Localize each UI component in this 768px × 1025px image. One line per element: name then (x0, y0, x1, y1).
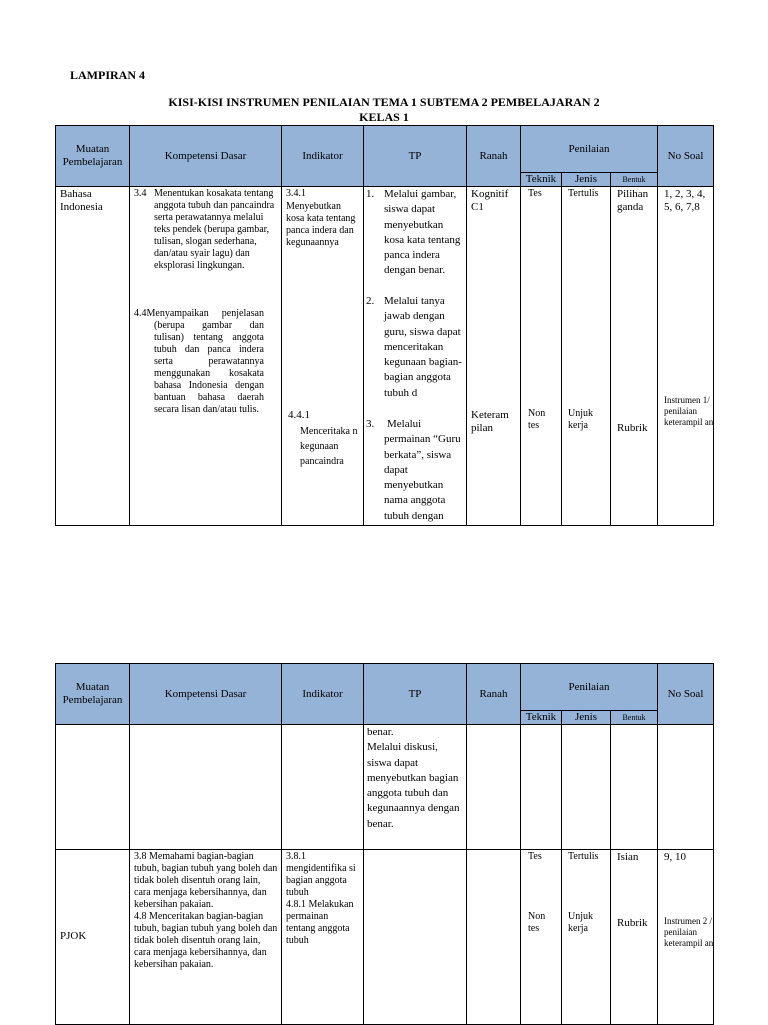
header-teknik: Teknik (521, 711, 562, 725)
indicator-text: Menceritaka n kegunaan pancaindra (300, 426, 358, 467)
header-jenis: Jenis (562, 173, 611, 187)
teknik-cell: Non tes (528, 408, 546, 431)
header-no-soal: No Soal (658, 126, 714, 187)
subject-cell: PJOK (60, 930, 87, 942)
tp-number: 1. (366, 188, 375, 200)
table-row (56, 187, 714, 526)
jenis-cell: Unjuk kerja (568, 408, 593, 431)
bentuk-cell: Pilihan ganda (617, 188, 649, 213)
bentuk-cell: Rubrik (617, 422, 648, 434)
tp-text: benar. Melalui diskusi, siswa dapat menyebutkan bagian anggota tubuh dan kegunaannya dengan benar. (367, 726, 460, 830)
header-penilaian: Penilaian (521, 126, 658, 173)
no-soal-cell: Instrumen 2 / penilaian keterampil an (664, 916, 714, 948)
teknik-cell: Non tes (528, 911, 546, 934)
header-penilaian: Penilaian (521, 664, 658, 711)
tp-text: Melalui permainan “Guru berkata”, siswa dapat menyebutkan nama anggota tubuh dengan (384, 418, 461, 522)
jenis-cell: Tertulis (568, 188, 599, 199)
assessment-grid-table-1 (55, 125, 714, 526)
teknik-cell: Tes (528, 188, 542, 199)
tp-text: Melalui gambar, siswa dapat menyebutkan kosa kata tentang panca indera dengan benar. (384, 188, 461, 277)
kd-text: Menentukan kosakata tentang anggota tubuh dan pancaindra serta perawatannya melalui teks pendek (berupa gambar, tulisan, slogan sederhana, dan/atau syair lagu) dan eksplorasi lingkungan. (154, 188, 275, 271)
kd-number: 3.4 (134, 188, 147, 199)
kd-text: 3.8 Memahami bagian-bagian tubuh, bagian tubuh yang boleh dan tidak boleh disentuh orang lain, cara menjaga kebersihannya, dan kebersihan pakaian. 4.8 Menceritakan bagian-bagian tubuh, bagian tubuh yang boleh dan tidak boleh disentuh orang lain, cara menjaga kebersihannya, dan kebersihan pakaian. (134, 851, 278, 970)
indicator-number: 4.4.1 (288, 409, 310, 421)
no-soal-cell: 9, 10 (664, 851, 686, 863)
header-indikator: Indikator (282, 664, 364, 725)
header-kompetensi-dasar: Kompetensi Dasar (130, 126, 282, 187)
teknik-cell: Tes (528, 851, 542, 862)
header-no-soal: No Soal (658, 664, 714, 725)
header-tp: TP (364, 664, 467, 725)
tp-number: 3. (366, 418, 375, 430)
indicator-number: 3.4.1 (286, 188, 306, 199)
header-teknik: Teknik (521, 173, 562, 187)
header-kompetensi-dasar: Kompetensi Dasar (130, 664, 282, 725)
header-tp: TP (364, 126, 467, 187)
header-ranah: Ranah (467, 664, 521, 725)
tp-text: Melalui tanya jawab dengan guru, siswa dapat menceritakan kegunaan bagian-bagian anggota tubuh d (384, 295, 462, 399)
tp-number: 2. (366, 295, 375, 307)
ranah-cell: Keteram pilan (471, 409, 509, 434)
kd-text: 4.4Menyampaikan penjelasan (berupa gambar dan tulisan) tentang anggota tubuh dan panca indera serta perawatannya menggunakan kosakata bahasa Indonesia dengan bantuan bahasa daerah secara lisan dan/atau tulis. (134, 308, 264, 415)
no-soal-cell: 1, 2, 3, 4, 5, 6, 7,8 (664, 188, 706, 213)
ranah-cell: Kognitif C1 (471, 188, 509, 213)
header-jenis: Jenis (562, 711, 611, 725)
table-row (56, 850, 714, 1025)
header-bentuk: Bentuk (611, 173, 658, 187)
indicator-text: 3.8.1 mengidentifika si bagian anggota tubuh 4.8.1 Melakukan permainan tentang anggota tubuh (286, 851, 356, 946)
document-title: KISI-KISI INSTRUMEN PENILAIAN TEMA 1 SUBTEMA 2 PEMBELAJARAN 2 (168, 95, 600, 109)
jenis-cell: Unjuk kerja (568, 911, 593, 934)
document-subtitle: KELAS 1 (359, 110, 409, 124)
indicator-text: Menyebutkan kosa kata tentang panca indera dan kegunaannya (286, 201, 356, 248)
bentuk-cell: Isian (617, 851, 639, 863)
appendix-label: LAMPIRAN 4 (70, 68, 145, 82)
header-indikator: Indikator (282, 126, 364, 187)
bentuk-cell: Rubrik (617, 917, 648, 929)
assessment-grid-table-2 (55, 663, 714, 1025)
header-muatan: Muatan Pembelajaran (56, 664, 130, 725)
subject-cell: Bahasa Indonesia (60, 188, 103, 213)
header-muatan: Muatan Pembelajaran (56, 126, 130, 187)
header-ranah: Ranah (467, 126, 521, 187)
table-row (56, 725, 714, 850)
header-bentuk: Bentuk (611, 711, 658, 725)
jenis-cell: Tertulis (568, 851, 599, 862)
no-soal-cell: Instrumen 1/ penilaian keterampil an (664, 395, 714, 427)
